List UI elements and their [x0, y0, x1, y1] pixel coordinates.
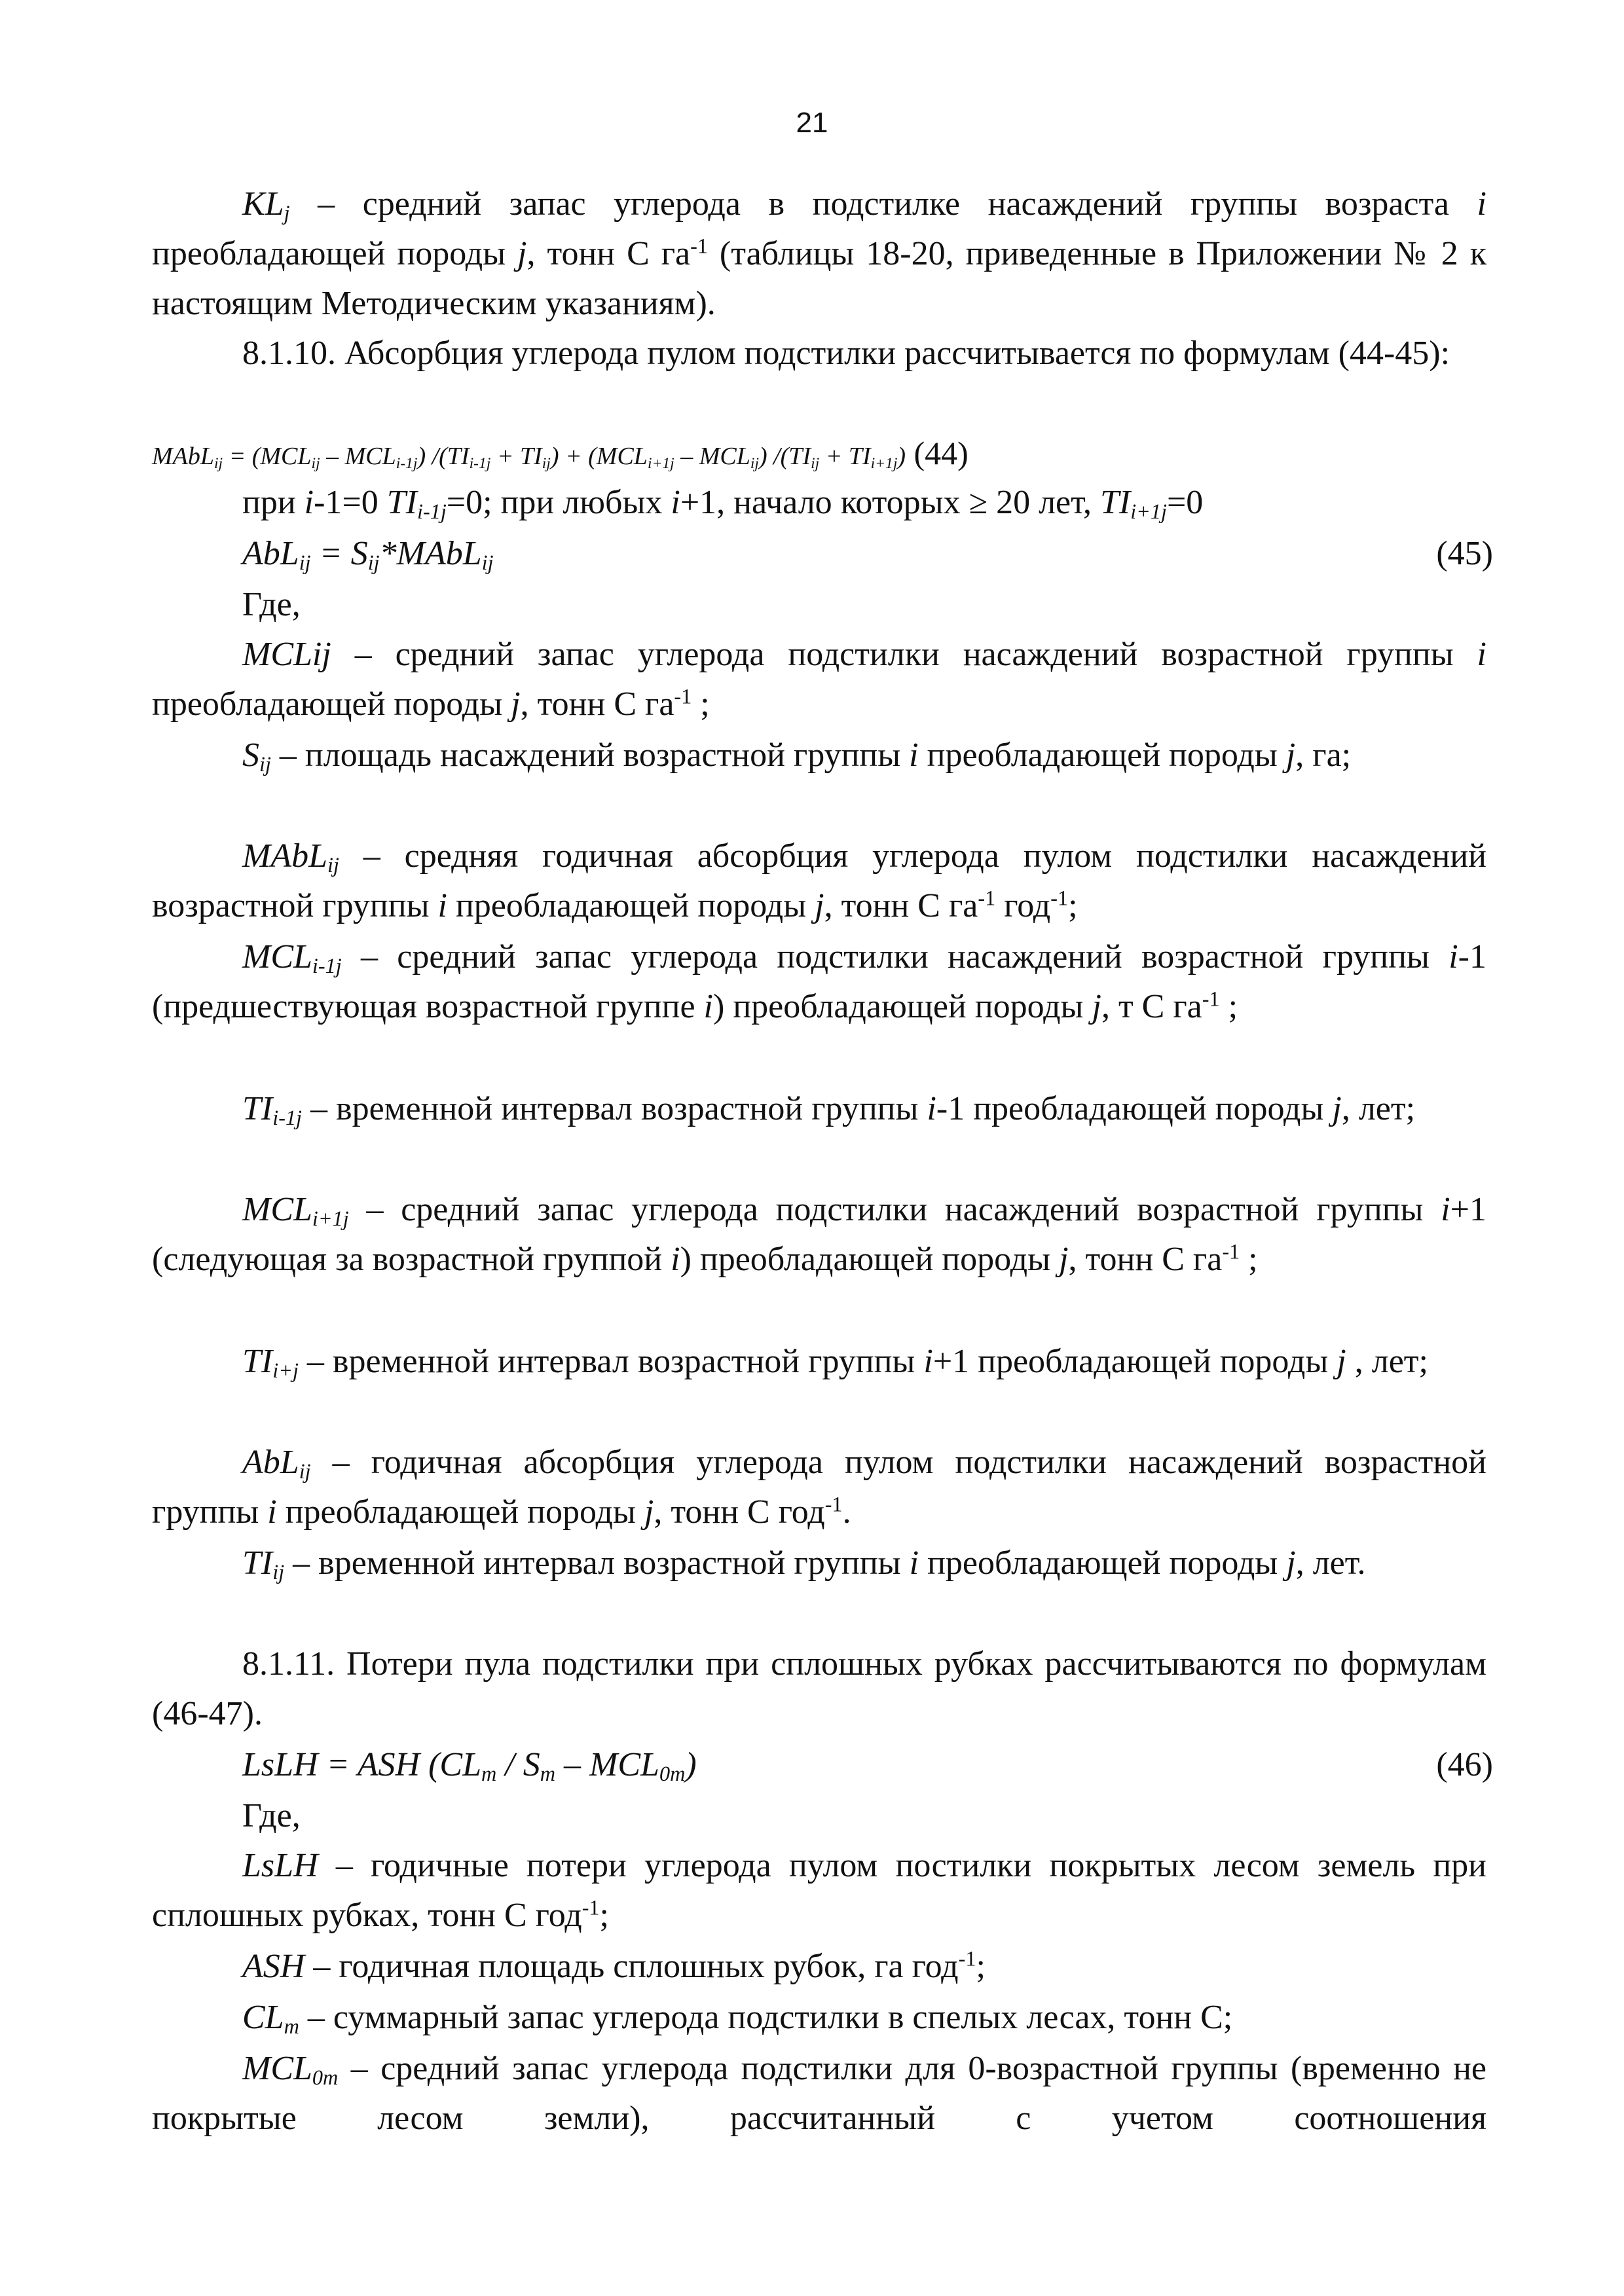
definition-mcl0m: $MCL_{0m}$ – средний запас углерода подстилки для 0-возрастной группы (временно не покрытые лесом земли), рассчитанный с учетом соотношения	[152, 2050, 1486, 2137]
where-label: Где,	[242, 586, 301, 623]
definition-mclij: MCLij – средний запас углерода подстилки насаждений возрастной группы i преобладающей породы j, тонн С $га^{-1}$ ;	[152, 636, 1486, 723]
where-label-2: Где,	[242, 1797, 301, 1834]
definition-mablij: MAbL$_{ij}$ – средняя годичная абсорбция углерода пулом подстилки насаждений возрастной группы i преобладающей породы j, тонн С $га^{-1}$ год$^{-1}$;	[152, 837, 1486, 924]
definition-mcli-1j: $MCL_{i-1j}$ – средний запас углерода подстилки насаждений возрастной группы i-1 (предшествующая возрастной группе i) преобладающей породы j, т С $га^{-1}$ ;	[152, 938, 1486, 1025]
equation-number-44: (44)	[913, 435, 969, 471]
definition-tii-1j: $TI_{i-1j}$ – временной интервал возрастной группы i-1 преобладающей породы j, лет;	[242, 1090, 1416, 1130]
equation-number-46: (46)	[1436, 1746, 1493, 1783]
formula-45: $AbL_{ij} = S_{ij}*MAbL_{ij}$	[242, 535, 494, 575]
definition-clm: $CL_m$ – суммарный запас углерода подстилки в спелых лесах, тонн С;	[242, 1999, 1233, 2039]
definition-ablij: AbL$_{ij}$ – годичная абсорбция углерода пулом подстилки насаждений возрастной группы i преобладающей породы j, тонн С год$^{-1}$.	[152, 1444, 1486, 1531]
page-number: 21	[796, 107, 828, 139]
definition-klj: $KL_j$ – средний запас углерода в подстилке насаждений группы возраста i преобладающей породы j, тонн С $га^{-1}$ (таблицы 18-20, приведенные в Приложении № 2 к настоящим Методическим указаниям).	[152, 185, 1486, 322]
definition-mcli+1j: $MCL_{i+1j}$ – средний запас углерода подстилки насаждений возрастной группы i+1 (следующая за возрастной группой i) преобладающей породы j, тонн С $га^{-1}$ ;	[152, 1191, 1486, 1278]
definition-ash: ASH – годичная площадь сплошных рубок, га год$^{-1}$;	[242, 1946, 986, 1985]
definition-lslh: LsLH – годичные потери углерода пулом постилки покрытых лесом земель при сплошных рубках, тонн С год$^{-1}$;	[152, 1847, 1486, 1934]
paragraph-8-1-11: 8.1.11. Потери пула подстилки при сплошных рубках рассчитываются по формулам (46-47).	[152, 1645, 1486, 1732]
definition-sij: $S_{ij}$ – площадь насаждений возрастной группы i преобладающей породы j, га;	[242, 737, 1352, 776]
formula-44-condition: при i-1=0 $TI_{i-1j}=0$; при любых i+1, начало которых ≥ 20 лет, $TI_{i+1j}=0$	[242, 484, 1204, 524]
definition-tiij: $TI_{ij}$ – временной интервал возрастной группы i преобладающей породы j, лет.	[242, 1544, 1366, 1584]
formula-46: LsLH = ASH $(CL_m / S_m - MCL_{0m})$	[242, 1746, 697, 1786]
symbol: KL	[242, 185, 284, 223]
formula-44: MAbL$_{ij}$ = $(MCL_{ij} - MCL_{i-1j}) /(TI_{i-1j} + TI_{ij}) + (MCL_{i+1j} - MCL_{ij}) /(TI_{ij} + TI_{i+1j})$ (44)	[152, 435, 969, 472]
paragraph-8-1-10: 8.1.10. Абсорбция углерода пулом подстилки рассчитывается по формулам (44-45):	[242, 335, 1450, 372]
definition-tii+j: $TI_{i+j}$ – временной интервал возрастной группы i+1 преобладающей породы j , лет;	[242, 1343, 1428, 1383]
equation-number-45: (45)	[1436, 535, 1493, 572]
